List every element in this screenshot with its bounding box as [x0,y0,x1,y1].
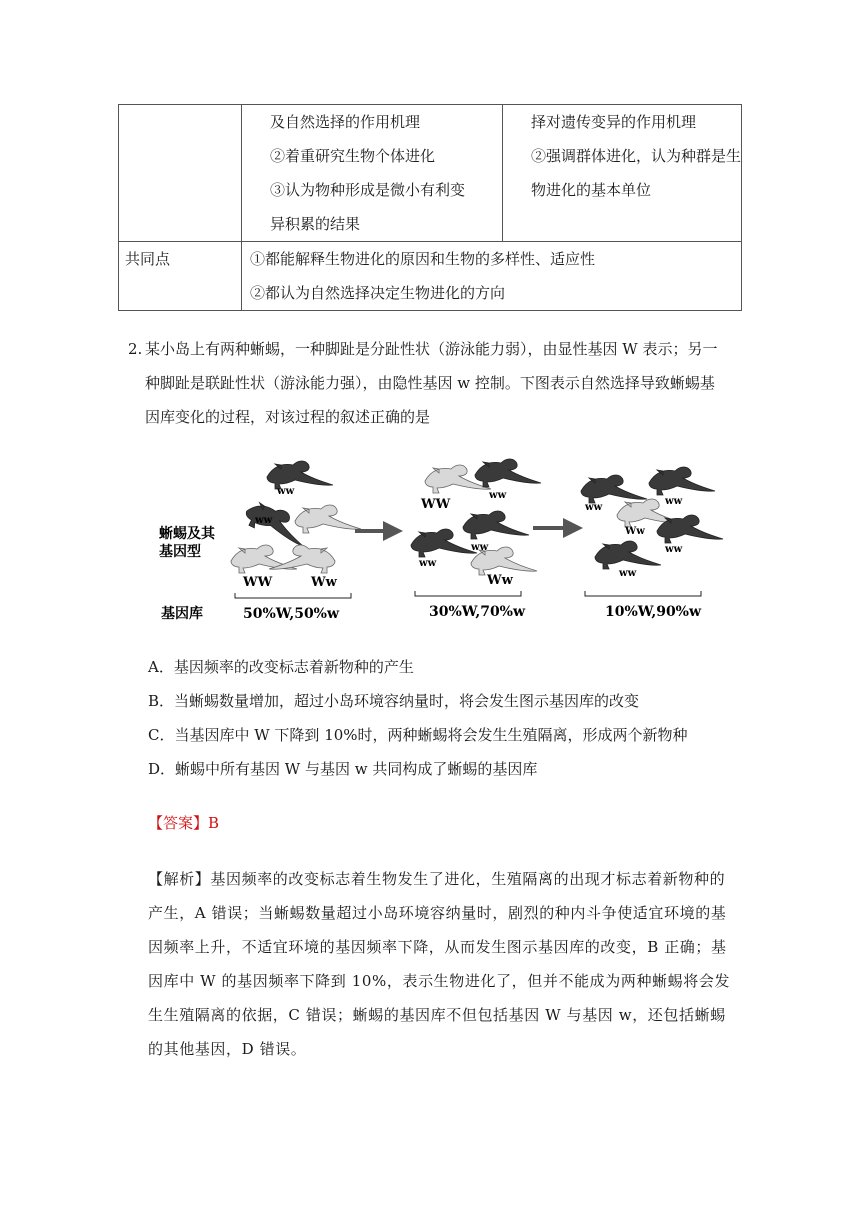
table-cell-darwin [242,105,503,242]
bracket [415,591,521,596]
genotype-text: ww [471,542,489,553]
cell-line: 择对遗传变异的作用机理 [530,113,696,131]
lizard-icon [649,467,715,495]
gene-pool-value: 10%W,90%w [605,604,702,620]
option-a: A．基因频率的改变标志着新物种的产生 [148,658,414,676]
question-line: 种脚趾是联趾性状（游泳能力强），由隐性基因 w 控制。下图表示自然选择导致蜥蜴基 [145,374,715,392]
lizard-icon [475,459,541,487]
genotype-text: Ww [487,573,513,588]
genotype-text: ww [665,496,683,507]
cell-line: ②着重研究生物个体进化 [270,147,436,165]
cell-line: ②强调群体进化，认为种群是生 [530,147,741,165]
lizard-icon [269,545,335,573]
lizard-icon [463,511,529,539]
lizard-icon [411,529,477,557]
option-c: C．当基因库中 W 下降到 10%时，两种蜥蜴将会发生生殖隔离，形成两个新物种 [148,726,688,744]
genotype-text: ww [489,490,507,501]
cell-line: ②都认为自然选择决定生物进化的方向 [250,284,506,302]
option-d: D．蜥蜴中所有基因 W 与基因 w 共同构成了蜥蜴的基因库 [148,760,538,778]
cell-line: 异积累的结果 [270,215,361,233]
comparison-table [118,104,742,311]
table-row [119,242,742,311]
lizard-icon [595,541,661,569]
answer: 【答案】B [148,814,220,832]
gene-pool-value: 30%W,70%w [429,604,526,620]
genotype-text: ww [277,486,295,497]
genotype-text: WW [243,575,273,590]
gene-pool-label: 基因库 [161,605,203,621]
cell-line: ①都能解释生物进化的原因和生物的多样性、适应性 [250,250,596,268]
question-line: 因库变化的过程，对该过程的叙述正确的是 [145,408,431,426]
genotype-text: Ww [311,575,337,590]
genotype-text: Ww [625,526,645,537]
genotype-text: WW [421,497,451,512]
genotype-text: ww [255,515,273,526]
question-number: 2. [128,340,143,358]
table-row [119,105,742,242]
genotype-label: 基因型 [159,543,201,559]
genotype-text: ww [419,558,437,569]
question-text [145,332,738,434]
genotype-label: 蜥蜴及其 [159,525,215,541]
option-b: B．当蜥蜴数量增加，超过小岛环境容纳量时，将会发生图示基因库的改变 [148,692,640,710]
bracket [585,591,701,596]
lizard-icon [581,475,647,503]
lizard-icon [267,461,333,489]
table-cell-modern [502,105,741,242]
gene-pool-value: 50%W,50%w [243,606,340,622]
table-cell-common [242,242,742,311]
genotype-text: ww [585,502,603,513]
genotype-text: ww [665,544,683,555]
lizard-gene-pool-figure [155,452,725,632]
bracket [235,593,351,598]
cell-line: 及自然选择的作用机理 [270,113,421,131]
question-2 [128,332,738,434]
cell-line: ③认为物种形成是微小有利变 [270,181,466,199]
lizard-icon [231,545,297,573]
question-line: 某小岛上有两种蜥蜴，一种脚趾是分趾性状（游泳能力弱），由显性基因 W 表示；另一 [145,340,718,358]
table-cell-label: 共同点 [119,242,242,311]
table-cell-empty [119,105,242,242]
lizard-icon [295,505,361,533]
explanation: 【解析】基因频率的改变标志着生物发生了进化，生殖隔离的出现才标志着新物种的产生，A 错误；当蜥蜴数量超过小岛环境容纳量时，剧烈的种内斗争使适宜环境的基因频率上升，不适宜环境的基因频率下降，从而发生图示基因库的改变，B 正确；基因库中 W 的基因频率下降到 10%，表示生物进化了，但并不能成为两种蜥蜴将会发生生殖隔离的依据，C 错误；蜥蜴的基因库不但包括基因 W 与基因 w，还包括蜥蜴的其他基因，D 错误。 [148,870,731,1058]
lizard-icon [657,515,723,543]
cell-line: 物进化的基本单位 [530,181,651,199]
genotype-text: ww [619,568,637,579]
